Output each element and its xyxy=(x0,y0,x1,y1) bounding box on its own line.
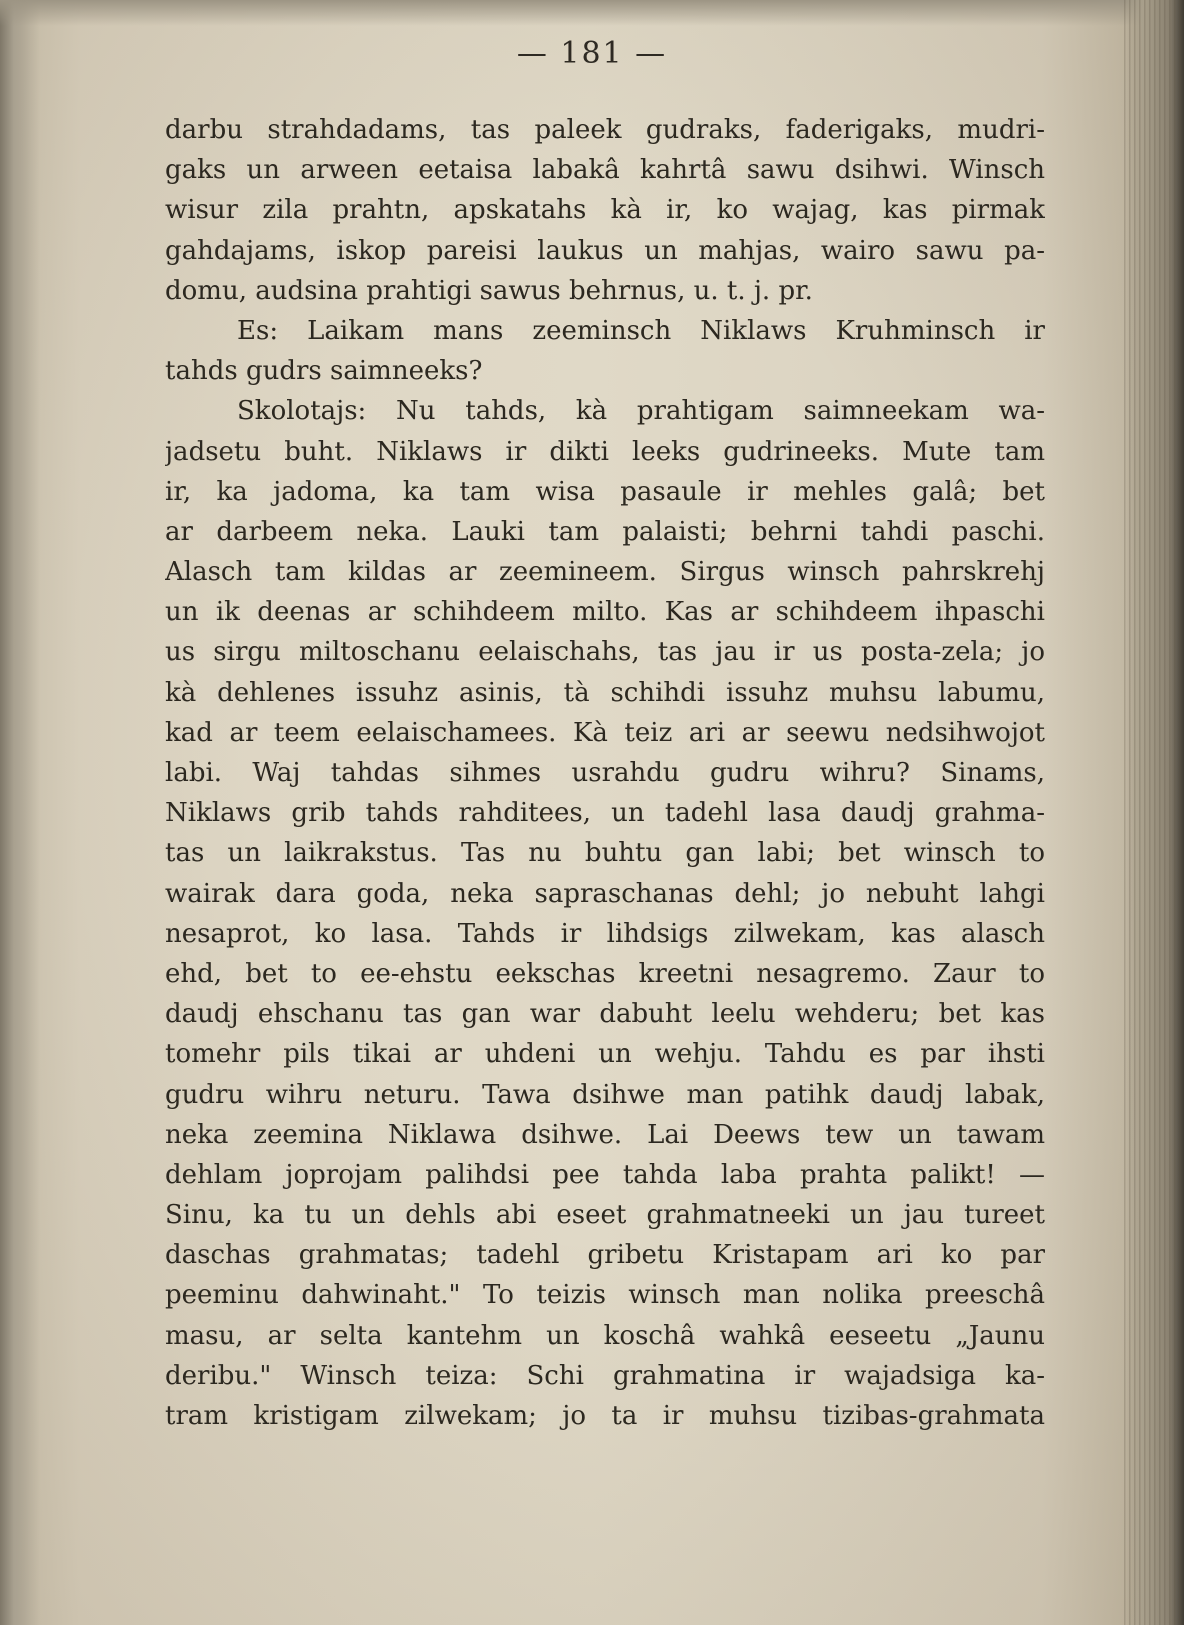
text-line: un ik deenas ar schihdeem milto. Kas ar schihdeem ihpaschi xyxy=(165,597,1045,628)
text-line: Sinu, ka tu un dehls abi eseet grahmatneeki un jau tureet xyxy=(165,1200,1045,1231)
text-line: domu, audsina prahtigi sawus behrnus, u. t. j. pr. xyxy=(165,275,813,306)
text-line: daschas grahmatas; tadehl gribetu Kristapam ari ko par xyxy=(165,1240,1045,1271)
text-line: nesaprot, ko lasa. Tahds ir lihdsigs zilwekam, kas alasch xyxy=(165,918,1045,949)
text-line: deribu." Winsch teiza: Schi grahmatina ir wajadsiga ka- xyxy=(165,1360,1045,1391)
text-line: Niklaws grib tahds rahditees, un tadehl lasa daudj grahma- xyxy=(165,798,1045,829)
text-line: darbu strahdadams, tas paleek gudraks, faderigaks, mudri- xyxy=(165,115,1045,145)
text-line: Alasch tam kildas ar zeemineem. Sirgus winsch pahrskrehj xyxy=(165,557,1045,588)
text-line: gahdajams, iskop pareisi laukus un mahjas, wairo sawu pa- xyxy=(165,235,1045,266)
text-line: tas un laikrakstus. Tas nu buhtu gan labi; bet winsch to xyxy=(165,838,1045,869)
text-line: us sirgu miltoschanu eelaischahs, tas jau ir us posta-zela; jo xyxy=(165,637,1045,668)
top-edge-shadow xyxy=(0,0,1184,26)
text-line: daudj ehschanu tas gan war dabuht leelu wehderu; bet kas xyxy=(165,999,1045,1030)
text-line: tahds gudrs saimneeks? xyxy=(165,356,483,387)
text-line: Es: Laikam mans zeeminsch Niklaws Kruhminsch ir xyxy=(237,315,1045,346)
text-line: ir, ka jadoma, ka tam wisa pasaule ir mehles galâ; bet xyxy=(165,476,1045,507)
text-line: masu, ar selta kantehm un koschâ wahkâ eeseetu „Jaunu xyxy=(165,1320,1045,1351)
page-number: — 181 — xyxy=(516,36,668,71)
text-line: gaks un arween eetaisa labakâ kahrtâ sawu dsihwi. Winsch xyxy=(165,155,1045,186)
text-line: jadsetu buht. Niklaws ir dikti leeks gudrineeks. Mute tam xyxy=(165,436,1045,467)
text-line: gudru wihru neturu. Tawa dsihwe man patihk daudj labak, xyxy=(165,1079,1045,1110)
text-line: tomehr pils tikai ar uhdeni un wehju. Tahdu es par ihsti xyxy=(165,1039,1045,1070)
page-stack-edge xyxy=(1124,0,1184,1625)
binding-shadow xyxy=(0,0,40,1625)
text-line: ar darbeem neka. Lauki tam palaisti; behrni tahdi paschi. xyxy=(165,516,1045,547)
text-line: dehlam joprojam palihdsi pee tahda laba prahta palikt! — xyxy=(165,1159,1045,1190)
text-line: kad ar teem eelaischamees. Kà teiz ari ar seewu nedsihwojot xyxy=(165,717,1045,748)
text-line: tram kristigam zilwekam; jo ta ir muhsu tizibas-grahmata xyxy=(165,1401,1045,1431)
text-line: ehd, bet to ee-ehstu eekschas kreetni nesagremo. Zaur to xyxy=(165,958,1045,989)
text-line: neka zeemina Niklawa dsihwe. Lai Deews tew un tawam xyxy=(165,1119,1045,1150)
text-line: peeminu dahwinaht." To teizis winsch man nolika preeschâ xyxy=(165,1280,1045,1311)
body-text xyxy=(165,110,1045,1436)
text-line: wisur zila prahtn, apskatahs kà ir, ko wajag, kas pirmak xyxy=(165,195,1045,226)
text-line: kà dehlenes issuhz asinis, tà schihdi issuhz muhsu labumu, xyxy=(165,677,1045,708)
text-line: labi. Waj tahdas sihmes usrahdu gudru wihru? Sinams, xyxy=(165,758,1045,788)
text-line: Skolotajs: Nu tahds, kà prahtigam saimneekam wa- xyxy=(237,396,1045,427)
text-line: wairak dara goda, neka sapraschanas dehl; jo nebuht lahgi xyxy=(165,878,1045,909)
